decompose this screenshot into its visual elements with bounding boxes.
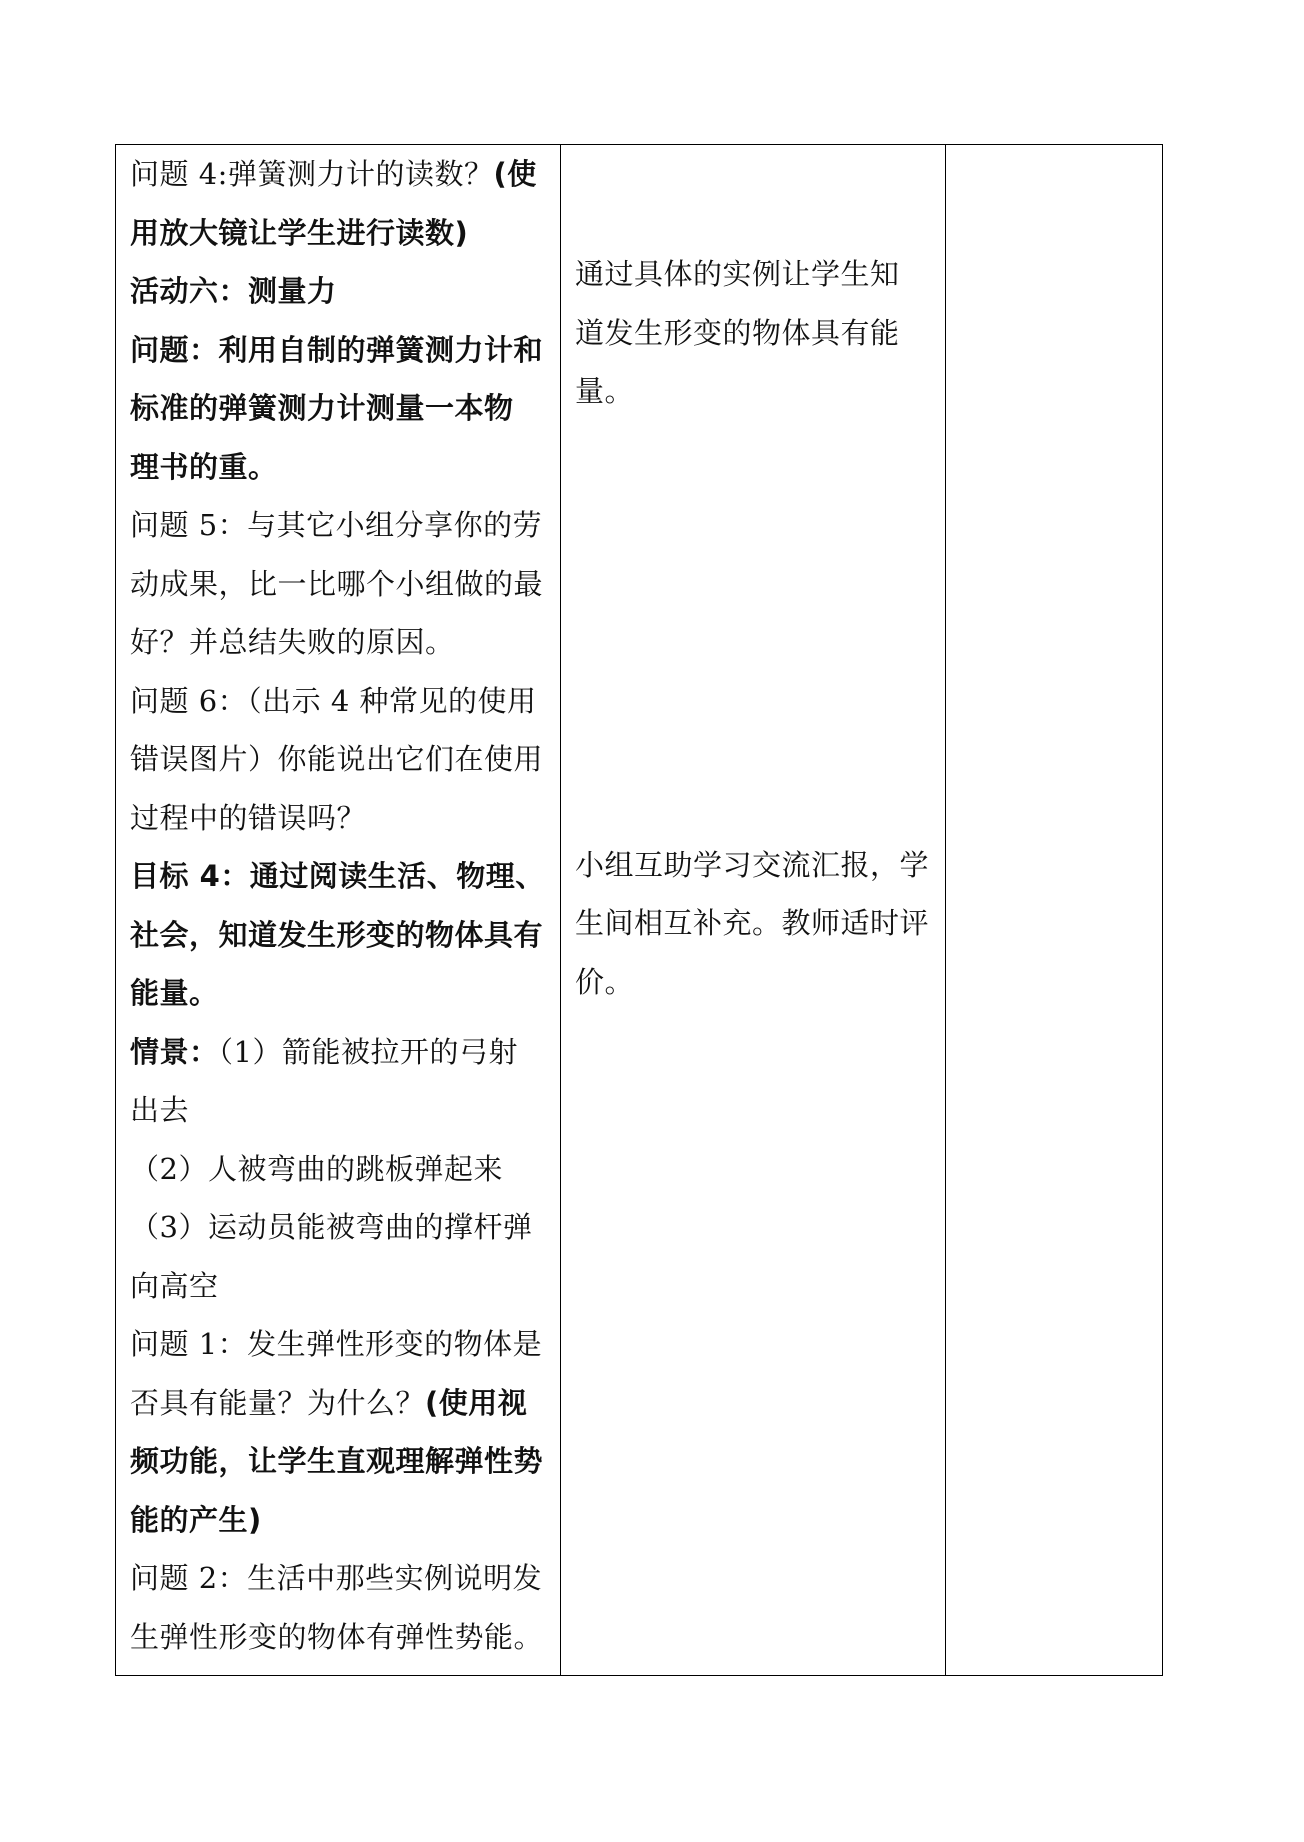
- text-segment: 过程中的错误吗？: [130, 800, 367, 835]
- bold-text-segment: 目标 4：通过阅读生活、物理、: [130, 859, 545, 893]
- spacer: [575, 421, 933, 836]
- bold-text-segment: 频功能，让学生直观理解弹性势: [130, 1444, 544, 1478]
- text-segment: 问题 5：与其它小组分享你的劳: [130, 508, 543, 542]
- activity-line: [130, 262, 548, 321]
- activity-column-cell: [116, 145, 561, 1676]
- purpose-column-cell: [561, 145, 946, 1676]
- purpose-line: 通过具体的实例让学生知: [575, 257, 900, 291]
- text-segment: 问题 1：发生弹性形变的物体是: [130, 1327, 543, 1361]
- bold-text-segment: 活动六：测量力: [130, 274, 337, 308]
- bold-text-segment: 情景：: [130, 1034, 219, 1069]
- text-segment: 动成果，比一比哪个小组做的最: [130, 566, 544, 601]
- text-segment: 生弹性形变的物体有弹性势能。: [130, 1619, 544, 1654]
- bold-text-segment: 社会，知道发生形变的物体具有: [130, 917, 544, 952]
- bold-text-segment: 用放大镜让学生进行读数): [130, 215, 469, 250]
- bold-text-segment: 理书的重。: [130, 449, 278, 484]
- activity-line: [130, 438, 548, 497]
- text-segment: 问题 6：（出示 4 种常见的使用: [130, 683, 537, 718]
- activity-line: [130, 1608, 548, 1667]
- bold-text-segment: 能的产生): [130, 1502, 262, 1537]
- activity-line: [130, 145, 548, 204]
- activity-line: [130, 730, 548, 789]
- activity-line: [130, 1257, 548, 1316]
- lesson-plan-table: [115, 144, 1163, 1676]
- activity-line: [130, 1315, 548, 1374]
- activity-line: [130, 1081, 548, 1140]
- activity-line: [130, 672, 548, 731]
- activity-line: [130, 1198, 548, 1257]
- activity-line: [130, 1549, 548, 1608]
- bold-text-segment: 标准的弹簧测力计测量一本物: [130, 391, 514, 425]
- activity-line: [130, 1140, 548, 1199]
- activity-line: [130, 1374, 548, 1433]
- bold-text-segment: 问题：利用自制的弹簧测力计和: [130, 332, 544, 367]
- purpose-line: 小组互助学习交流汇报，学: [575, 847, 930, 882]
- activity-line: [130, 496, 548, 555]
- spacer: [575, 145, 933, 245]
- purpose-line: 生间相互补充。教师适时评: [575, 906, 930, 940]
- text-segment: 问题 2：生活中那些实例说明发: [130, 1561, 543, 1595]
- text-segment: 好？并总结失败的原因。: [130, 625, 455, 659]
- bold-text-segment: (使: [493, 157, 537, 191]
- purpose-line: 量。: [575, 374, 635, 408]
- text-segment: （3）运动员能被弯曲的撑杆弹: [130, 1210, 533, 1244]
- activity-line: [130, 613, 548, 672]
- purpose-line: 价。: [575, 964, 635, 999]
- bold-text-segment: 能量。: [130, 976, 219, 1010]
- activity-line: [130, 379, 548, 438]
- activity-line: [130, 321, 548, 380]
- text-segment: 否具有能量？为什么？: [130, 1385, 426, 1420]
- activity-line: [130, 847, 548, 906]
- activity-line: [130, 1432, 548, 1491]
- text-segment: （1）箭能被拉开的弓射: [218, 1034, 518, 1069]
- text-segment: 出去: [130, 1093, 190, 1127]
- purpose-line: 道发生形变的物体具有能: [575, 315, 900, 350]
- activity-line: [130, 1023, 548, 1082]
- activity-line: [130, 204, 548, 263]
- purpose-group-1: [575, 245, 933, 421]
- activity-text-block: [116, 145, 560, 1666]
- activity-line: [130, 555, 548, 614]
- purpose-group-2: [575, 836, 933, 1012]
- notes-column-cell: [946, 145, 1163, 1676]
- purpose-text-block: [561, 145, 945, 1011]
- text-segment: 错误图片）你能说出它们在使用: [130, 742, 544, 776]
- table-row: [116, 145, 1163, 1676]
- activity-line: [130, 789, 548, 848]
- activity-line: [130, 1491, 548, 1550]
- activity-line: [130, 964, 548, 1023]
- text-segment: 向高空: [130, 1268, 219, 1303]
- text-segment: （2）人被弯曲的跳板弹起来: [130, 1151, 503, 1186]
- bold-text-segment: (使用视: [425, 1385, 528, 1420]
- activity-line: [130, 906, 548, 965]
- text-segment: 问题 4:弹簧测力计的读数？: [130, 157, 494, 191]
